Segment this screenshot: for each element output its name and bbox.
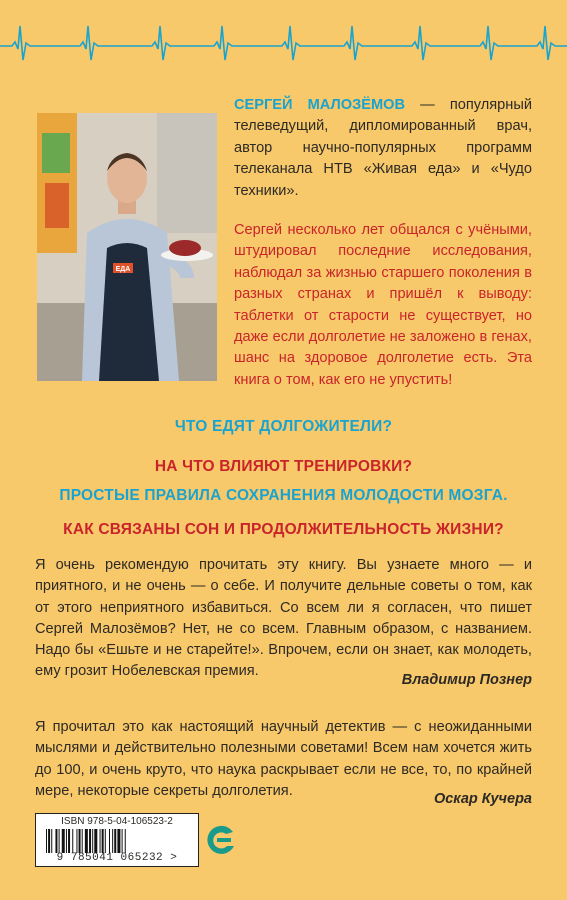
heartbeat-line-icon bbox=[0, 22, 567, 68]
publisher-logo-icon bbox=[203, 822, 239, 858]
question-1: ЧТО ЕДЯТ ДОЛГОЖИТЕЛИ? bbox=[174, 418, 393, 435]
review-author: Владимир Познер bbox=[401, 672, 532, 688]
barcode-digits: 9 785041 065232 > bbox=[56, 852, 178, 864]
book-summary: Сергей несколько лет общался с учёными, штудировал последние исследования, наблюдал за жизнью старшего поколения в разных странах и пришёл к выводу: таблетки от старости не существует, но даже если долголетие не заложено в генах, шанс на здоровое долголетие есть. Эта книга о том, как его не упустить! bbox=[234, 222, 532, 388]
barcode-bars bbox=[46, 829, 188, 853]
question-4: КАК СВЯЗАНЫ СОН И ПРОДОЛЖИТЕЛЬНОСТЬ ЖИЗНИ? bbox=[63, 521, 504, 538]
question-3: ПРОСТЫЕ ПРАВИЛА СОХРАНЕНИЯ МОЛОДОСТИ МОЗГА. bbox=[59, 487, 508, 504]
author-intro: — популярный телеведущий, дипломированный врач, автор научно-популярных программ телеканала НТВ «Живая еда» и «Чудо техники». bbox=[234, 97, 532, 199]
question-2: НА ЧТО ВЛИЯЮТ ТРЕНИРОВКИ? bbox=[154, 458, 413, 475]
author-bio bbox=[234, 95, 532, 409]
isbn-label: ISBN 978-5-04-106523-2 bbox=[61, 816, 173, 827]
review-author: Оскар Кучера bbox=[433, 791, 532, 807]
barcode bbox=[35, 813, 199, 867]
review-text: Я очень рекомендую прочитать эту книгу. Вы узнаете много — и приятного, и не очень — о себе. И получите дельные советы о том, как от этого неприятного избавиться. Со всем ли я согласен, что пишет Сергей Малозёмов? Нет, не со всем. Главным образом, с названием. Надо бы «Ешьте и не старейте!». Впрочем, если он знает, как молодеть, ему грозит Нобелевская премия. bbox=[35, 557, 532, 680]
author-name: СЕРГЕЙ МАЛОЗЁМОВ bbox=[234, 97, 406, 113]
apron-logo: ЕДА bbox=[115, 266, 131, 273]
review-text: Я прочитал это как настоящий научный детектив — с неожиданными мыслями и действительно полезными советами! Всем нам хочется жить до 100, и очень круто, что наука раскрывает если не все, то, по крайней мере, некоторые секреты долголетия. bbox=[35, 719, 532, 799]
author-photo bbox=[37, 113, 217, 381]
